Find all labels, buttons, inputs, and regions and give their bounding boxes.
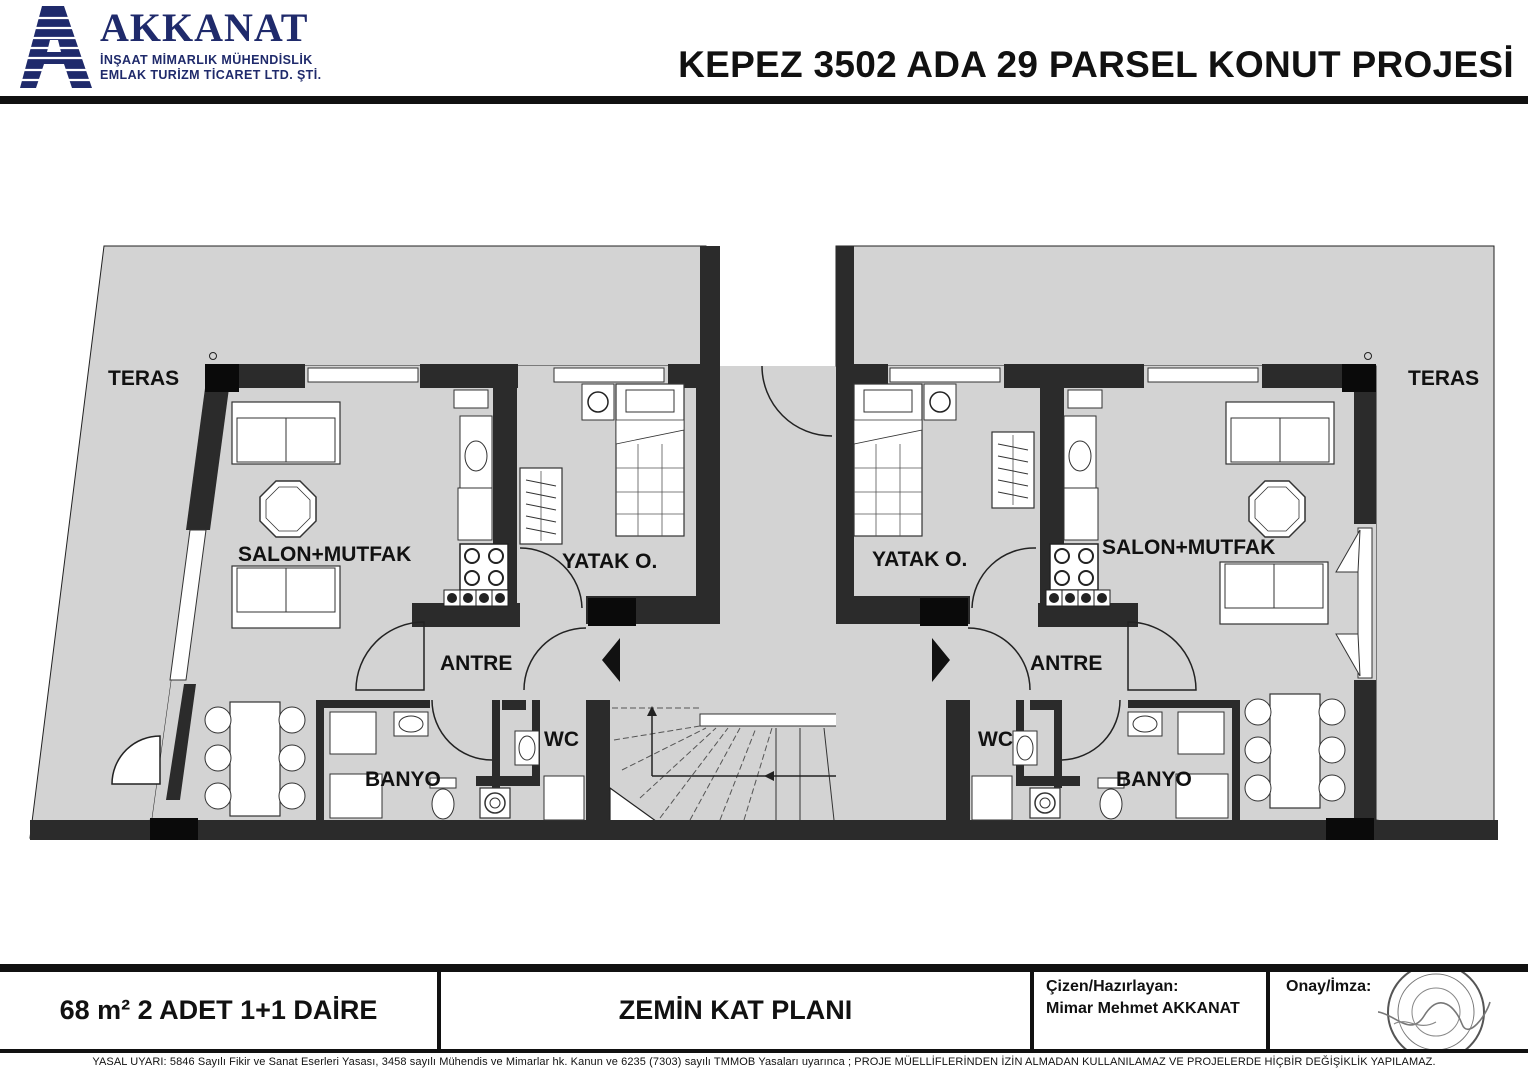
right-dining-set xyxy=(1245,694,1345,808)
left-coffee-table xyxy=(260,481,316,537)
company-subtitle-line-1: İNŞAAT MİMARLIK MÜHENDİSLİK xyxy=(100,53,313,67)
approval-label: Onay/İmza: xyxy=(1286,978,1372,995)
right-bedroom-label: YATAK O. xyxy=(872,548,968,571)
left-bedroom-label: YATAK O. xyxy=(562,550,658,573)
right-knobs xyxy=(1046,590,1110,606)
left-knobs xyxy=(444,590,508,606)
left-wardrobe xyxy=(520,468,562,544)
company-subtitle-line-2: EMLAK TURİZM TİCARET LTD. ŞTİ. xyxy=(100,68,322,82)
right-wc-label: WC xyxy=(978,728,1013,751)
company-name: AKKANAT xyxy=(100,5,309,50)
right-nightstand xyxy=(924,384,956,420)
right-counter xyxy=(1064,488,1098,540)
right-terrace-label: TERAS xyxy=(1408,367,1480,390)
header xyxy=(0,0,1528,106)
right-wardrobe xyxy=(992,432,1034,508)
area-info: 68 m² 2 ADET 1+1 DAİRE xyxy=(59,995,378,1025)
right-washer xyxy=(1030,788,1060,818)
right-bed xyxy=(854,384,922,536)
left-terrace-label: TERAS xyxy=(108,367,180,390)
legal-notice: YASAL UYARI: 5846 Sayılı Fikir ve Sanat Eserleri Yasası, 3458 sayılı Mühendis ve Mimarlar hk. Kanun ve 6235 (7303) sayılı TMMOB Yasaları uyarınca ; PROJE MÜELLİFLERİNDEN İZİN ALMADAN KULLANILAMAZ VE PROJELERDE HİÇBİR DEĞİŞİKLİK YAPILAMAZ. xyxy=(92,1056,1436,1068)
left-salon-label: SALON+MUTFAK xyxy=(238,543,412,566)
company-logo-icon xyxy=(20,4,94,90)
drawn-by-name: Mimar Mehmet AKKANAT xyxy=(1046,1000,1240,1017)
left-bathroom-label: BANYO xyxy=(365,768,441,791)
approval-stamp-icon xyxy=(1378,972,1494,1050)
left-sofa-top xyxy=(232,402,340,464)
right-window-2 xyxy=(1148,368,1258,382)
right-coffee-table xyxy=(1249,481,1305,537)
right-bathroom-label: BANYO xyxy=(1116,768,1192,791)
right-apartment-unit xyxy=(836,246,1498,840)
left-counter xyxy=(458,488,492,540)
right-sofa-bottom xyxy=(1220,562,1328,624)
right-window-1 xyxy=(890,368,1000,382)
left-hall-label: ANTRE xyxy=(440,652,513,675)
right-stove xyxy=(1050,544,1098,590)
drawn-by-label: Çizen/Hazırlayan: xyxy=(1046,978,1179,995)
left-bed xyxy=(616,384,684,536)
left-stove xyxy=(460,544,508,590)
left-sofa-bottom xyxy=(232,566,340,628)
left-dining-set xyxy=(205,702,305,816)
left-washer xyxy=(480,788,510,818)
left-nightstand xyxy=(582,384,614,420)
plan-name: ZEMİN KAT PLANI xyxy=(618,995,853,1025)
right-window-3 xyxy=(1358,528,1372,678)
header-divider xyxy=(0,96,1528,104)
right-sofa-top xyxy=(1226,402,1334,464)
stair-landing xyxy=(700,714,858,726)
project-title: KEPEZ 3502 ADA 29 PARSEL KONUT PROJESİ xyxy=(678,44,1514,85)
right-hall-label: ANTRE xyxy=(1030,652,1103,675)
left-wc-label: WC xyxy=(544,728,579,751)
right-salon-label: SALON+MUTFAK xyxy=(1102,536,1276,559)
left-window-2 xyxy=(554,368,664,382)
left-window-1 xyxy=(308,368,418,382)
title-block xyxy=(0,964,1528,1054)
floor-plan xyxy=(0,106,1528,956)
